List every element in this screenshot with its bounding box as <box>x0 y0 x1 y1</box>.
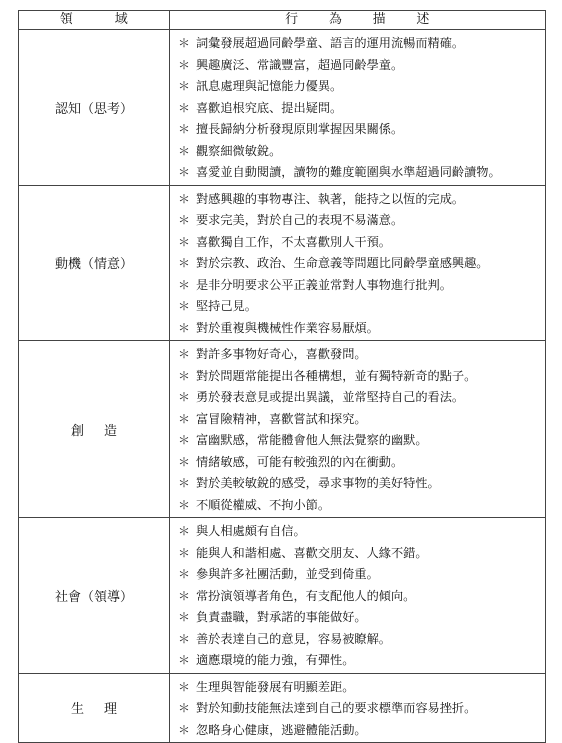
asterisk-bullet-icon: ＊ <box>177 411 190 426</box>
behavior-cell <box>170 30 546 186</box>
behavior-item <box>174 343 545 365</box>
behavior-item-text: 善於表達自己的意見，容易被瞭解。 <box>196 631 391 646</box>
behavior-item-text: 生理與智能發展有明顯差距。 <box>196 679 355 694</box>
asterisk-bullet-icon: ＊ <box>177 234 190 249</box>
behavior-item <box>174 386 545 408</box>
behavior-item <box>174 140 545 162</box>
behavior-item <box>174 231 545 253</box>
domain-cell <box>19 30 170 186</box>
behavior-item-text: 能與人和諧相處、喜歡交朋友、人緣不錯。 <box>196 545 428 560</box>
behavior-item <box>174 408 545 430</box>
behavior-header-char: 為 <box>328 12 343 27</box>
behavior-description-table <box>18 10 546 743</box>
behavior-item <box>174 317 545 339</box>
asterisk-bullet-icon: ＊ <box>177 631 190 646</box>
domain-cell <box>19 185 170 341</box>
behavior-item-text: 常扮演領導者角色，有支配他人的傾向。 <box>196 588 416 603</box>
asterisk-bullet-icon: ＊ <box>177 320 190 335</box>
domain-label <box>19 698 169 717</box>
behavior-header-char: 述 <box>416 12 430 27</box>
behavior-cell <box>170 518 546 674</box>
domain-label <box>19 420 169 439</box>
behavior-item <box>174 563 545 585</box>
domain-row-creativity <box>19 341 546 518</box>
domain-column-header <box>19 11 170 30</box>
domain-cell <box>19 518 170 674</box>
domain-label: 動機（情意） <box>54 257 133 273</box>
behavior-item <box>174 161 545 183</box>
behavior-item-text: 對於宗教、政治、生命意義等問題比同齡學童感興趣。 <box>196 256 489 271</box>
domain-label: 認知（思考） <box>54 101 133 117</box>
behavior-item-text: 對於知動技能無法達到自己的要求標準而容易挫折。 <box>196 701 477 716</box>
behavior-item <box>174 542 545 564</box>
behavior-item <box>174 451 545 473</box>
asterisk-bullet-icon: ＊ <box>177 79 190 94</box>
asterisk-bullet-icon: ＊ <box>177 347 190 362</box>
behavior-item-text: 適應環境的能力強，有彈性。 <box>196 653 355 668</box>
asterisk-bullet-icon: ＊ <box>177 545 190 560</box>
asterisk-bullet-icon: ＊ <box>177 722 190 737</box>
asterisk-bullet-icon: ＊ <box>177 36 190 51</box>
asterisk-bullet-icon: ＊ <box>177 433 190 448</box>
domain-row-motivation <box>19 185 546 341</box>
asterisk-bullet-icon: ＊ <box>177 256 190 271</box>
domain-cell <box>19 673 170 743</box>
behavior-item <box>174 54 545 76</box>
asterisk-bullet-icon: ＊ <box>177 497 190 512</box>
domain-cell <box>19 341 170 518</box>
behavior-item-text: 喜歡追根究底、提出疑問。 <box>196 100 343 115</box>
asterisk-bullet-icon: ＊ <box>177 610 190 625</box>
behavior-item-text: 對於美較敏銳的感受，尋求事物的美好特性。 <box>196 476 440 491</box>
behavior-item-text: 富冒險精神，喜歡嘗試和探究。 <box>196 411 367 426</box>
behavior-item-text: 富幽默感，常能體會他人無法覺察的幽默。 <box>196 433 428 448</box>
domain-label-char: 生 <box>71 702 85 718</box>
asterisk-bullet-icon: ＊ <box>177 191 190 206</box>
asterisk-bullet-icon: ＊ <box>177 524 190 539</box>
asterisk-bullet-icon: ＊ <box>177 588 190 603</box>
behavior-item-text: 對於重複與機械性作業容易厭煩。 <box>196 320 379 335</box>
behavior-item <box>174 274 545 296</box>
behavior-cell <box>170 185 546 341</box>
asterisk-bullet-icon: ＊ <box>177 679 190 694</box>
asterisk-bullet-icon: ＊ <box>177 701 190 716</box>
behavior-column-header <box>170 11 546 30</box>
behavior-item-text: 要求完美，對於自己的表現不易滿意。 <box>196 213 404 228</box>
behavior-item-text: 喜歡獨自工作，不太喜歡別人干預。 <box>196 234 391 249</box>
domain-row-social <box>19 518 546 674</box>
behavior-item <box>174 472 545 494</box>
behavior-item <box>174 606 545 628</box>
behavior-item-text: 喜愛並自動閱讀，讀物的難度範圍與水準超過同齡讀物。 <box>196 165 501 180</box>
behavior-item <box>174 520 545 542</box>
domain-row-physiology <box>19 673 546 743</box>
behavior-item <box>174 494 545 516</box>
behavior-item-text: 情緒敏感，可能有較強烈的內在衝動。 <box>196 454 404 469</box>
asterisk-bullet-icon: ＊ <box>177 100 190 115</box>
behavior-item-text: 忽略身心健康，逃避體能活動。 <box>196 722 367 737</box>
behavior-item <box>174 429 545 451</box>
behavior-item-text: 是非分明要求公平正義並常對人事物進行批判。 <box>196 277 452 292</box>
behavior-item-text: 詞彙發展超過同齡學童、語言的運用流暢而精確。 <box>196 36 465 51</box>
behavior-item <box>174 719 545 741</box>
behavior-header-char: 行 <box>285 12 299 27</box>
behavior-cell <box>170 673 546 743</box>
asterisk-bullet-icon: ＊ <box>177 653 190 668</box>
behavior-item-text: 參與許多社團活動，並受到倚重。 <box>196 567 379 582</box>
asterisk-bullet-icon: ＊ <box>177 476 190 491</box>
behavior-item-text: 對許多事物好奇心，喜歡發問。 <box>196 347 367 362</box>
domain-label-char: 創 <box>71 423 85 439</box>
behavior-item <box>174 697 545 719</box>
asterisk-bullet-icon: ＊ <box>177 165 190 180</box>
asterisk-bullet-icon: ＊ <box>177 57 190 72</box>
behavior-item <box>174 649 545 671</box>
behavior-item-text: 負責盡職，對承諾的事能做好。 <box>196 610 367 625</box>
behavior-item-text: 對於問題常能提出各種構想，並有獨特新奇的點子。 <box>196 368 477 383</box>
domain-label-char: 理 <box>103 702 117 718</box>
behavior-header-char: 描 <box>372 12 387 27</box>
behavior-cell <box>170 341 546 518</box>
behavior-item <box>174 75 545 97</box>
behavior-item <box>174 118 545 140</box>
domain-label-char: 造 <box>103 423 117 439</box>
behavior-item-text: 觀察細微敏銳。 <box>196 143 282 158</box>
behavior-item-text: 勇於發表意見或提出異議，並常堅持自己的看法。 <box>196 390 465 405</box>
asterisk-bullet-icon: ＊ <box>177 143 190 158</box>
behavior-item <box>174 97 545 119</box>
behavior-item-text: 對感興趣的事物專注、執著，能持之以恆的完成。 <box>196 191 465 206</box>
behavior-item <box>174 676 545 698</box>
behavior-item-text: 訊息處理與記憶能力優異。 <box>196 79 343 94</box>
behavior-item-text: 擅長歸納分析發現原則掌握因果關係。 <box>196 122 404 137</box>
behavior-item <box>174 365 545 387</box>
behavior-item <box>174 295 545 317</box>
asterisk-bullet-icon: ＊ <box>177 368 190 383</box>
behavior-item <box>174 585 545 607</box>
behavior-item <box>174 188 545 210</box>
domain-header-char: 域 <box>114 12 129 27</box>
domain-label: 社會（領導） <box>54 589 133 605</box>
asterisk-bullet-icon: ＊ <box>177 213 190 228</box>
asterisk-bullet-icon: ＊ <box>177 454 190 469</box>
behavior-item-text: 堅持己見。 <box>196 299 257 314</box>
behavior-item <box>174 209 545 231</box>
domain-header-char: 領 <box>59 12 74 27</box>
domain-row-cognition <box>19 30 546 186</box>
asterisk-bullet-icon: ＊ <box>177 277 190 292</box>
asterisk-bullet-icon: ＊ <box>177 567 190 582</box>
behavior-item-text: 與人相處頗有自信。 <box>196 524 306 539</box>
behavior-item <box>174 628 545 650</box>
behavior-item <box>174 252 545 274</box>
asterisk-bullet-icon: ＊ <box>177 390 190 405</box>
behavior-item-text: 不順從權威、不拘小節。 <box>196 497 331 512</box>
behavior-item-text: 興趣廣泛、常識豐富，超過同齡學童。 <box>196 57 404 72</box>
behavior-item <box>174 32 545 54</box>
asterisk-bullet-icon: ＊ <box>177 122 190 137</box>
asterisk-bullet-icon: ＊ <box>177 299 190 314</box>
table-header-row <box>19 11 546 30</box>
